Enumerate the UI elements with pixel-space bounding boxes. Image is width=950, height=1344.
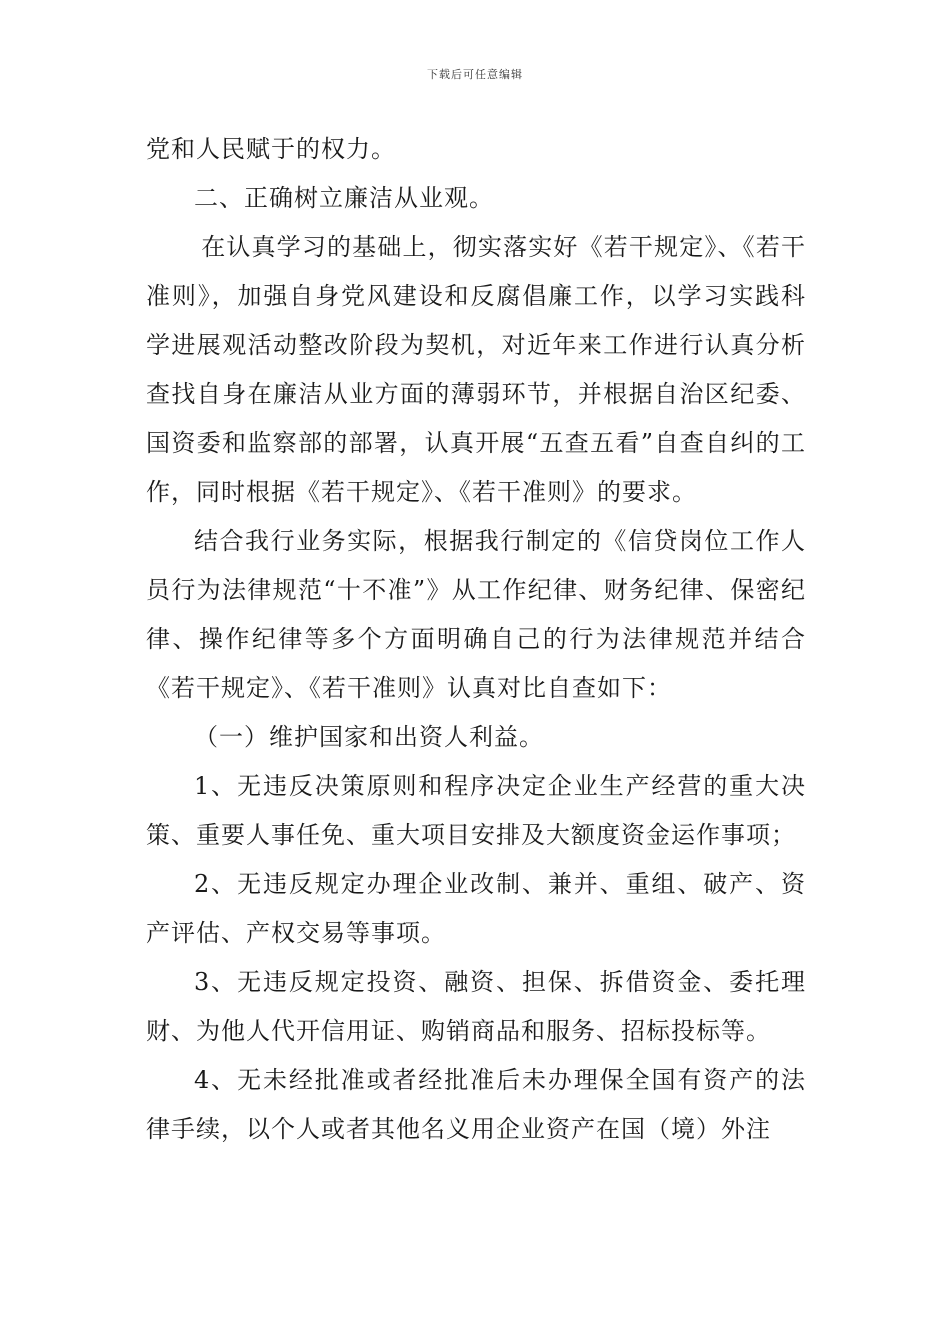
document-body [146, 125, 806, 1154]
paragraph-5-subheading: （一）维护国家和出资人利益。 [194, 723, 544, 751]
list-item-4: 4、无未经批准或者经批准后未办理保全国有资产的法律手续，以个人或者其他名义用企业资产在国（境）外注 [146, 1066, 806, 1143]
list-item-2: 2、无违反规定办理企业改制、兼并、重组、破产、资产评估、产权交易等事项。 [146, 870, 806, 947]
paragraph-1: 党和人民赋于的权力。 [146, 135, 396, 163]
paragraph-3: 在认真学习的基础上，彻实落实好《若干规定》、《若干准则》，加强自身党风建设和反腐倡廉工作，以学习实践科学进展观活动整改阶段为契机，对近年来工作进行认真分析查找自身在廉洁从业方面的薄弱环节，并根据自治区纪委、国资委和监察部的部署，认真开展“五查五看”自查自纠的工作，同时根据《若干规定》、《若干准则》的要求。 [146, 233, 806, 506]
paragraph-4: 结合我行业务实际，根据我行制定的《信贷岗位工作人员行为法律规范“十不准”》从工作纪律、财务纪律、保密纪律、操作纪律等多个方面明确自己的行为法律规范并结合《若干规定》、《若干准则》认真对比自查如下： [146, 527, 806, 702]
paragraph-2-heading: 二、正确树立廉洁从业观。 [194, 184, 494, 212]
list-item-3: 3、无违反规定投资、融资、担保、拆借资金、委托理财、为他人代开信用证、购销商品和服务、招标投标等。 [146, 968, 806, 1045]
page-header-note: 下载后可任意编辑 [427, 68, 523, 81]
list-item-1: 1、无违反决策原则和程序决定企业生产经营的重大决策、重要人事任免、重大项目安排及大额度资金运作事项； [146, 772, 806, 849]
